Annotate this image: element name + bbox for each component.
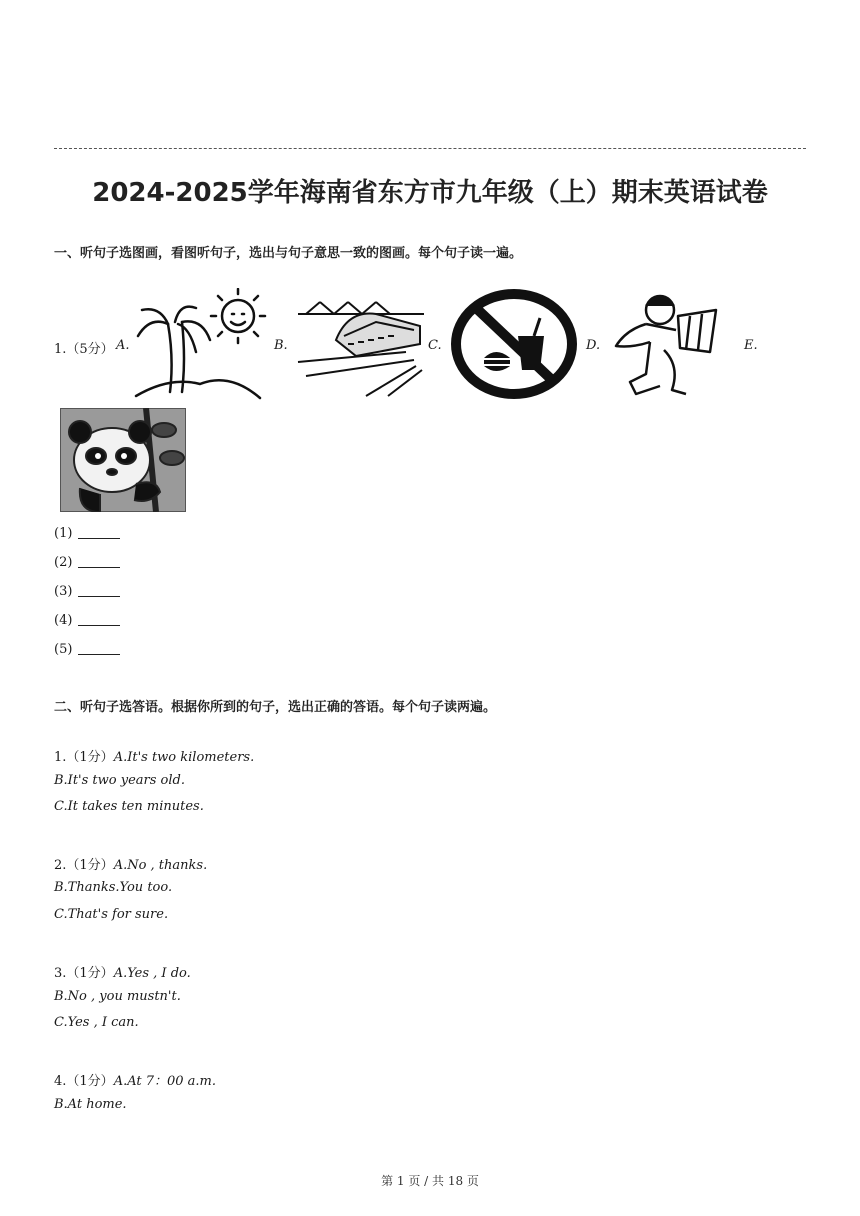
page-footer: 第 1 页 / 共 18 页 (381, 1174, 479, 1188)
page-title: 2024-2025学年海南省东方市九年级（上）期末英语试卷 (92, 178, 768, 208)
question-prefix: 2.（1分） (54, 858, 114, 873)
panda-icon (60, 408, 186, 512)
section-2-heading: 二、听句子选答语。根据你所到的句子，选出正确的答语。每个句子读两遍。 (54, 700, 497, 715)
question-1-prefix: 1.（5分） (54, 342, 114, 357)
question-2-option-b: B.Thanks.You too. (54, 880, 173, 895)
question-1-option-a (54, 746, 254, 765)
question-2-option-c: C.That's for sure. (54, 907, 169, 922)
option-text: A.At 7：00 a.m. (113, 1074, 217, 1089)
option-a-label: A. (116, 338, 130, 353)
answer-blank-5[interactable] (54, 642, 120, 657)
palm-tree-sun-icon (130, 288, 270, 400)
header-divider (54, 148, 806, 149)
answer-blank-4[interactable] (54, 613, 120, 628)
blank-label: (3) (54, 584, 73, 599)
blank-label: (4) (54, 613, 73, 628)
option-text: A.No , thanks. (113, 858, 208, 873)
train-icon (296, 300, 428, 398)
answer-blank-2[interactable] (54, 555, 120, 570)
blank-label: (5) (54, 642, 73, 657)
question-prefix: 1.（1分） (54, 750, 114, 765)
question-3-option-a (54, 962, 191, 981)
question-4-option-b: B.At home. (54, 1097, 127, 1112)
question-prefix: 4.（1分） (54, 1074, 114, 1089)
no-junk-food-icon (448, 288, 580, 400)
person-reading-map-icon (606, 290, 722, 398)
option-c-label: C. (428, 338, 442, 353)
blank-label: (1) (54, 526, 73, 541)
question-3-option-b: B.No , you mustn't. (54, 989, 181, 1004)
question-2-option-a (54, 854, 207, 873)
option-text: A.It's two kilometers. (113, 750, 255, 765)
blank-label: (2) (54, 555, 73, 570)
option-d-label: D. (586, 338, 601, 353)
option-b-label: B. (274, 338, 288, 353)
answer-blank-3[interactable] (54, 584, 120, 599)
question-3-option-c: C.Yes , I can. (54, 1015, 139, 1030)
answer-blank-1[interactable] (54, 526, 120, 541)
option-text: A.Yes , I do. (113, 966, 191, 981)
question-1-option-b: B.It's two years old. (54, 773, 185, 788)
option-e-label: E. (744, 338, 758, 353)
section-1-heading: 一、听句子选图画，看图听句子，选出与句子意思一致的图画。每个句子读一遍。 (54, 246, 523, 261)
question-1-option-c: C.It takes ten minutes. (54, 799, 204, 814)
question-prefix: 3.（1分） (54, 966, 114, 981)
question-4-option-a (54, 1070, 216, 1089)
